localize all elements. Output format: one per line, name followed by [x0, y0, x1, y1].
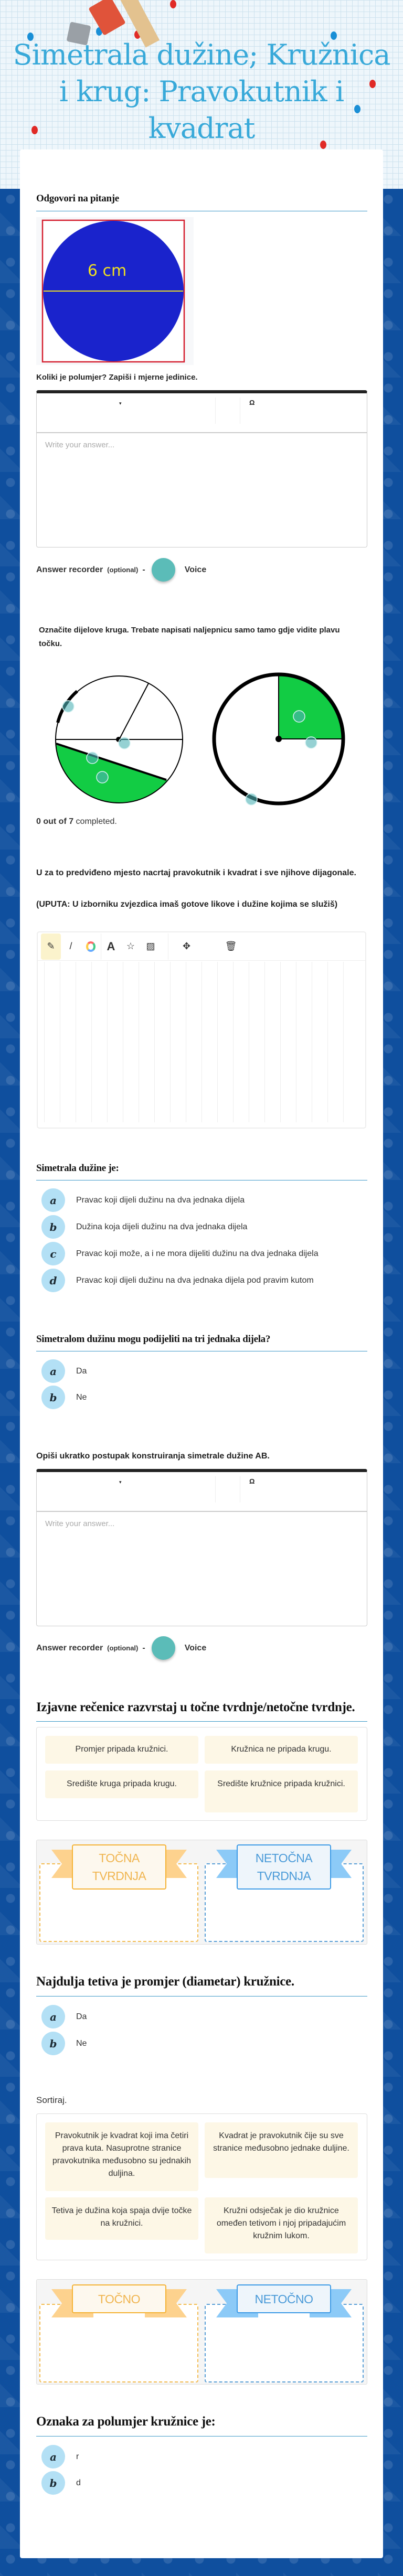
option-letter: a: [41, 1188, 65, 1212]
category-label-correct: TOČNA TVRDNJA: [72, 1844, 166, 1890]
page-title-line: Simetrala dužine; Kružnica: [13, 38, 390, 71]
page-title: [0, 37, 403, 147]
special-character-button[interactable]: Ω: [249, 399, 255, 406]
hotspot[interactable]: [97, 771, 108, 783]
divider: [36, 2436, 367, 2437]
text-icon[interactable]: A: [101, 933, 121, 960]
label-diagram: [37, 662, 366, 816]
answer-editor[interactable]: [36, 390, 367, 548]
answer-editor[interactable]: [36, 1469, 367, 1626]
drawing-toolbar: [38, 932, 365, 961]
option-text: Pravac koji dijeli dužinu na dva jednaka dijela pod pravim kutom: [76, 1275, 314, 1285]
answer-option[interactable]: [41, 1242, 319, 1265]
progress-suffix: completed.: [73, 817, 117, 826]
drag-item[interactable]: Središte kruga pripada krugu.: [45, 1770, 198, 1798]
option-letter: a: [41, 2005, 65, 2028]
format-dropdown[interactable]: ▾: [119, 1479, 122, 1485]
eraser-icon: [88, 0, 126, 36]
sort-area: [36, 2279, 367, 2385]
sort-area: [36, 1840, 367, 1945]
pencil-icon[interactable]: ✎: [41, 933, 61, 960]
option-letter: a: [41, 1359, 65, 1383]
option-letter: b: [41, 1386, 65, 1409]
option-text: Dužina koja dijeli dužinu na dva jednaka dijela: [76, 1222, 248, 1231]
option-text: Da: [76, 2012, 87, 2021]
option-letter: b: [41, 1215, 65, 1239]
answer-recorder: [36, 558, 206, 582]
voice-label: Voice: [184, 565, 207, 574]
question-hint: (UPUTA: U izborniku zvjezdica imaš gotove likove i dužine kojima se služiš): [36, 900, 338, 909]
category-label-correct: TOČNO: [72, 2284, 166, 2313]
answer-option[interactable]: [41, 1269, 314, 1292]
decor-dot: [170, 0, 176, 8]
option-letter: d: [41, 1269, 65, 1292]
toolbar-separator: [215, 1476, 216, 1502]
hotspot[interactable]: [62, 701, 74, 712]
drag-item[interactable]: Tetiva je dužina koja spaja dvije točke na kružnici.: [45, 2197, 198, 2240]
circle-image: [36, 217, 194, 365]
section-title: Odgovori na pitanje: [36, 193, 119, 204]
question-text: Sortiraj.: [36, 2095, 67, 2105]
drawing-canvas[interactable]: [44, 962, 359, 1122]
voice-label: Voice: [184, 1643, 207, 1652]
drag-items-box: [36, 1727, 367, 1821]
answer-textarea[interactable]: Write your answer...: [45, 441, 115, 449]
record-voice-button[interactable]: [152, 558, 175, 582]
option-letter: c: [41, 1242, 65, 1265]
section-title: Oznaka za polumjer kružnice je:: [36, 2414, 216, 2429]
option-text: r: [76, 2452, 79, 2461]
answer-option[interactable]: [41, 2005, 87, 2028]
option-text: Da: [76, 1366, 87, 1376]
drag-item[interactable]: Kvadrat je pravokutnik čije su sve stranice međusobno jednake duljine.: [205, 2122, 358, 2178]
page-title-line: i krug: Pravokutnik i: [59, 75, 344, 108]
color-wheel-icon[interactable]: [81, 933, 101, 960]
section-title: Izjavne rečenice razvrstaj u točne tvrdnje/netočne tvrdnje.: [36, 1700, 355, 1714]
record-voice-button[interactable]: [152, 1636, 175, 1660]
page-title-line: kvadrat: [148, 112, 255, 145]
answer-option[interactable]: [41, 1386, 87, 1409]
divider: [36, 1721, 367, 1722]
option-letter: a: [41, 2445, 65, 2468]
progress-count: 0 out of 7: [36, 817, 74, 826]
special-character-button[interactable]: Ω: [249, 1477, 255, 1485]
question-text: U za to predviđeno mjesto nacrtaj pravokutnik i kvadrat i sve njihove dijagonale.: [36, 868, 356, 877]
answer-recorder: [36, 1636, 206, 1660]
answer-option[interactable]: [41, 1215, 247, 1239]
progress-text: [36, 817, 117, 827]
option-text: Pravac koji može, a i ne mora dijeliti dužinu na dva jednaka dijela: [76, 1249, 319, 1258]
answer-option[interactable]: [41, 2471, 81, 2495]
option-text: d: [76, 2478, 81, 2487]
answer-option[interactable]: [41, 1359, 87, 1383]
editor-toolbar: [37, 1472, 367, 1512]
question-text: Koliki je polumjer? Zapiši i mjerne jedinice.: [36, 373, 198, 382]
star-icon[interactable]: ☆: [126, 941, 135, 951]
drag-item[interactable]: Kružnica ne pripada krugu.: [205, 1736, 358, 1764]
drawing-board[interactable]: [37, 931, 366, 1129]
question-text: Opiši ukratko postupak konstruiranja simetrale dužine AB.: [36, 1452, 270, 1461]
hotspot[interactable]: [305, 737, 317, 748]
drag-item[interactable]: Kružni odsječak je dio kružnice omeđen tetivom i njoj pripadajućim kružnim lukom.: [205, 2197, 358, 2253]
hotspot[interactable]: [246, 793, 257, 805]
editor-toolbar: [37, 393, 367, 433]
toolbar-separator: [215, 398, 216, 424]
question-text: Označite dijelove kruga. Trebate napisati naljepnicu samo tamo gdje vidite plavu točku.: [39, 626, 340, 648]
hotspot[interactable]: [293, 711, 305, 722]
recorder-optional: (optional): [107, 566, 139, 574]
option-text: Ne: [76, 2038, 87, 2048]
brush-icon[interactable]: /: [69, 941, 72, 951]
option-letter: b: [41, 2032, 65, 2055]
diameter-label: 6 cm: [87, 262, 127, 280]
answer-option[interactable]: [41, 1188, 245, 1212]
recorder-dash: -: [142, 565, 145, 574]
drag-item[interactable]: Središte kružnice pripada kružnici.: [205, 1770, 358, 1812]
option-letter: b: [41, 2471, 65, 2495]
answer-textarea[interactable]: Write your answer...: [45, 1519, 115, 1528]
move-icon[interactable]: ✥: [168, 933, 205, 960]
answer-option[interactable]: [41, 2032, 87, 2055]
category-label-incorrect: NETOČNO: [237, 2284, 331, 2313]
drag-item[interactable]: Pravokutnik je kvadrat koji ima četiri prava kuta. Nasuprotne stranice pravokutnika međusobno su jednakih duljina.: [45, 2122, 198, 2191]
trash-icon[interactable]: 🗑: [225, 941, 237, 951]
divider: [36, 1996, 367, 1997]
answer-option[interactable]: [41, 2445, 79, 2468]
format-dropdown[interactable]: ▾: [119, 401, 122, 406]
section-title: Simetrala dužine je:: [36, 1163, 119, 1174]
recorder-label: Answer recorder: [36, 565, 103, 574]
image-icon[interactable]: ▨: [146, 941, 155, 951]
section-title: Najdulja tetiva je promjer (diametar) kružnice.: [36, 1974, 294, 1989]
category-label-incorrect: NETOČNA TVRDNJA: [237, 1844, 331, 1890]
drag-items-box: [36, 2113, 367, 2260]
drag-item[interactable]: Promjer pripada kružnici.: [45, 1736, 198, 1764]
hotspot[interactable]: [87, 752, 98, 764]
section-title: Simetralom dužinu mogu podijeliti na tri jednaka dijela?: [36, 1334, 271, 1345]
recorder-label: Answer recorder: [36, 1643, 103, 1652]
hotspot[interactable]: [119, 737, 130, 749]
option-text: Pravac koji dijeli dužinu na dva jednaka dijela: [76, 1195, 245, 1205]
recorder-dash: -: [142, 1643, 145, 1652]
recorder-optional: (optional): [107, 1644, 139, 1652]
option-text: Ne: [76, 1392, 87, 1402]
